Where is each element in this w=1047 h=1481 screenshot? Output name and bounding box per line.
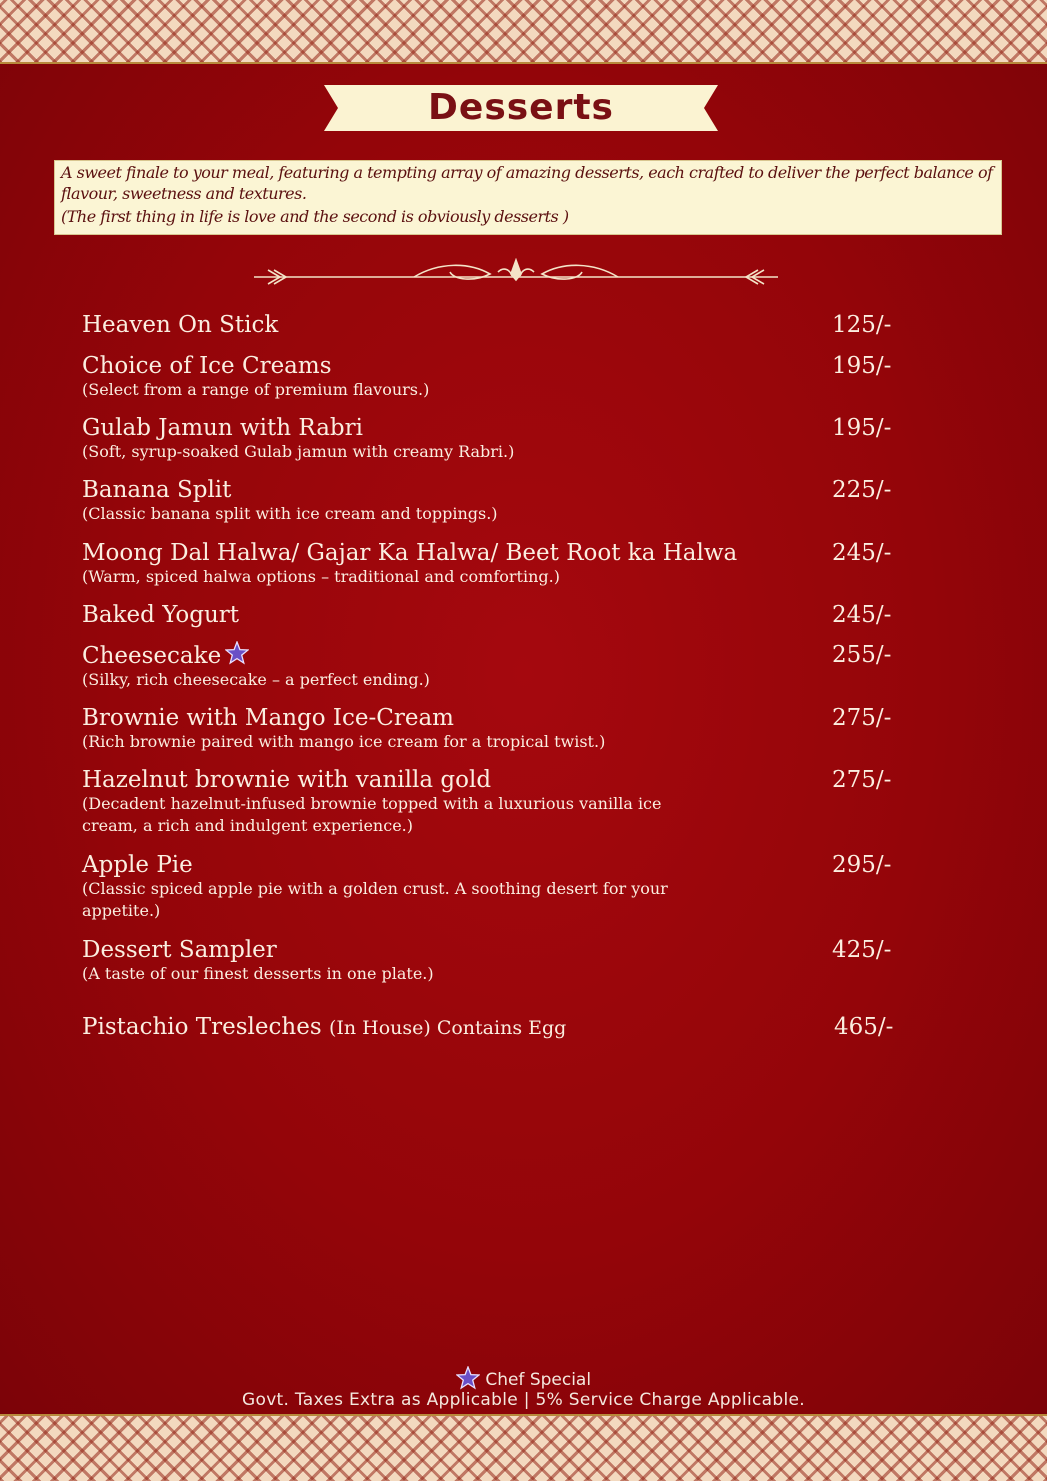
- item-description: (Classic banana split with ice cream and toppings.): [82, 504, 498, 523]
- item-name: Moong Dal Halwa/ Gajar Ka Halwa/ Beet Root ka Halwa: [82, 540, 738, 566]
- item-price: 225/-: [832, 477, 892, 503]
- item-name-suffix: (In House) Contains Egg: [328, 1017, 567, 1039]
- item-name: Apple Pie: [82, 852, 193, 878]
- intro-text-line-1: A sweet finale to your meal, featuring a tempting array of amazing desserts, each crafted to deliver the perfect balance of: [61, 163, 993, 182]
- item-description: (Silky, rich cheesecake – a perfect ending.): [82, 670, 430, 689]
- item-name: Choice of Ice Creams: [82, 353, 332, 379]
- menu-item: [82, 601, 942, 629]
- menu-item: [82, 766, 942, 837]
- menu-item: [82, 641, 942, 691]
- menu-item: [82, 414, 942, 463]
- star-icon: [456, 1366, 480, 1390]
- item-price: 275/-: [832, 705, 892, 731]
- top-decorative-border: [0, 0, 1047, 64]
- menu-item: [82, 851, 942, 922]
- menu-item: [82, 936, 942, 985]
- item-price: 195/-: [832, 415, 892, 441]
- menu-item: [82, 539, 942, 588]
- intro-text-line-2: flavour, sweetness and textures.: [61, 184, 307, 203]
- item-description: (Select from a range of premium flavours.): [82, 380, 430, 399]
- item-name: Gulab Jamun with Rabri: [82, 415, 364, 441]
- menu-item: [82, 704, 942, 753]
- bottom-decorative-border: [0, 1416, 1047, 1481]
- item-price: 295/-: [832, 852, 892, 878]
- item-name-row: [82, 1013, 942, 1042]
- item-price: 125/-: [832, 312, 892, 338]
- intro-box: [54, 160, 1002, 235]
- chef-special-label: Chef Special: [485, 1370, 592, 1390]
- item-price: 425/-: [832, 937, 892, 963]
- star-icon: [225, 641, 249, 665]
- item-name-row: [82, 641, 942, 670]
- title-banner: [324, 85, 718, 131]
- page-title: Desserts: [428, 87, 614, 128]
- chef-special-legend: [0, 1366, 1047, 1390]
- item-description: (Decadent hazelnut-infused brownie topped with a luxurious vanilla ice cream, a rich and indulgent experience.): [82, 794, 662, 835]
- item-description: (Warm, spiced halwa options – traditional and comforting.): [82, 567, 560, 586]
- item-description: (Rich brownie paired with mango ice cream for a tropical twist.): [82, 732, 606, 751]
- item-name: Banana Split: [82, 477, 232, 503]
- item-price: 245/-: [832, 602, 892, 628]
- menu-item: [82, 311, 942, 339]
- item-price: 255/-: [832, 642, 892, 668]
- item-description: (Soft, syrup-soaked Gulab jamun with creamy Rabri.): [82, 442, 515, 461]
- menu-item: [82, 476, 942, 525]
- item-name: Baked Yogurt: [82, 602, 240, 628]
- item-name: Pistachio Tresleches: [82, 1014, 322, 1040]
- item-description: (A taste of our finest desserts in one plate.): [82, 964, 434, 983]
- item-name: Hazelnut brownie with vanilla gold: [82, 767, 492, 793]
- item-name: Brownie with Mango Ice-Cream: [82, 705, 454, 731]
- item-price: 275/-: [832, 767, 892, 793]
- intro-quote: (The first thing in life is love and the second is obviously desserts ): [61, 207, 569, 226]
- taxes-note: Govt. Taxes Extra as Applicable | 5% Service Charge Applicable.: [242, 1390, 805, 1410]
- item-description: (Classic spiced apple pie with a golden crust. A soothing desert for your appetite.): [82, 879, 668, 920]
- item-price: 245/-: [832, 540, 892, 566]
- item-price: 465/-: [834, 1014, 894, 1040]
- menu-item: [82, 352, 942, 401]
- item-name: Cheesecake: [82, 643, 222, 669]
- item-name: Heaven On Stick: [82, 312, 279, 338]
- menu-item: [82, 1013, 942, 1042]
- item-price: 195/-: [832, 353, 892, 379]
- item-name: Dessert Sampler: [82, 937, 277, 963]
- ornamental-divider: [254, 258, 778, 294]
